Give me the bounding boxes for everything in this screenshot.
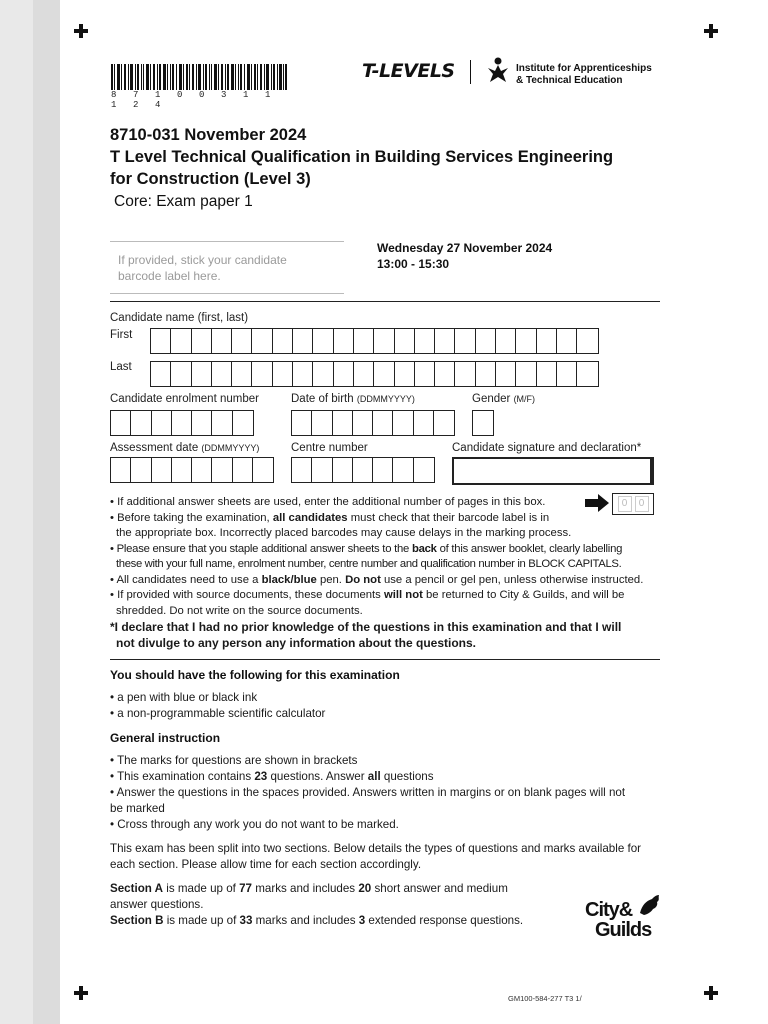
entry-cell[interactable] bbox=[292, 458, 312, 482]
entry-cell[interactable] bbox=[435, 362, 455, 386]
dob-label bbox=[291, 393, 415, 405]
assessment-date-boxes[interactable] bbox=[110, 457, 274, 483]
entry-cell[interactable] bbox=[435, 329, 455, 353]
entry-cell[interactable] bbox=[151, 329, 171, 353]
instruction-item bbox=[110, 588, 665, 604]
qualification-code: 8710-031 November 2024 bbox=[110, 126, 307, 144]
entry-cell[interactable] bbox=[557, 362, 577, 386]
entry-cell[interactable] bbox=[354, 362, 374, 386]
entry-cell[interactable] bbox=[131, 458, 151, 482]
ifate-line-1: Institute for Apprenticeships bbox=[516, 63, 652, 74]
instructions-list bbox=[110, 495, 665, 651]
instruction-text: • All candidates need to use a bbox=[110, 573, 262, 586]
sticker-instruction: If provided, stick your candidate bbox=[118, 253, 287, 267]
section-a-detail bbox=[110, 881, 580, 897]
equipment-list bbox=[110, 690, 665, 722]
entry-cell[interactable] bbox=[212, 362, 232, 386]
scan-margin bbox=[33, 0, 60, 1024]
instruction-text: of this answer booklet, clearly labelling bbox=[436, 542, 623, 555]
sticker-instruction-cont: barcode label here. bbox=[118, 269, 221, 283]
entry-cell[interactable] bbox=[172, 411, 192, 435]
instruction-emphasis: will not bbox=[383, 589, 423, 601]
entry-cell[interactable] bbox=[131, 411, 151, 435]
sections-intro-line: This exam has been split into two sections. Below details the types of questions and marks available for bbox=[110, 842, 642, 855]
entry-cell[interactable] bbox=[172, 458, 192, 482]
registration-mark bbox=[74, 24, 88, 38]
last-name-label: Last bbox=[110, 361, 132, 373]
section-text: short answer and medium bbox=[371, 882, 508, 895]
first-name-boxes[interactable] bbox=[150, 328, 599, 354]
entry-cell[interactable] bbox=[313, 362, 333, 386]
entry-cell[interactable] bbox=[111, 458, 131, 482]
entry-cell[interactable] bbox=[152, 458, 172, 482]
divider bbox=[110, 659, 660, 660]
last-name-boxes[interactable] bbox=[150, 361, 599, 387]
registration-mark bbox=[704, 986, 718, 1000]
entry-cell[interactable] bbox=[414, 458, 434, 482]
sections-intro bbox=[110, 841, 665, 873]
entry-cell[interactable] bbox=[476, 329, 496, 353]
sticker-area-bottom-line bbox=[110, 293, 344, 294]
section-b-questions: 3 bbox=[358, 914, 366, 927]
entry-cell[interactable] bbox=[354, 329, 374, 353]
entry-cell[interactable] bbox=[415, 362, 435, 386]
dob-boxes[interactable] bbox=[291, 410, 455, 436]
entry-cell[interactable] bbox=[273, 329, 293, 353]
barcode bbox=[111, 64, 287, 90]
entry-cell[interactable] bbox=[516, 362, 536, 386]
instruction-text: be returned to City & Guilds, and will be bbox=[422, 589, 625, 601]
pages-digit[interactable]: 0 bbox=[618, 496, 632, 512]
instruction-text: pen. bbox=[316, 573, 346, 586]
cg-logo-line-2: Guilds bbox=[595, 919, 652, 941]
instruction-text: • Please ensure that you staple additional answer sheets to the bbox=[110, 542, 412, 555]
entry-cell[interactable] bbox=[212, 411, 232, 435]
section-text: extended response questions. bbox=[365, 914, 524, 927]
entry-cell[interactable] bbox=[393, 411, 413, 435]
sticker-area-top-line bbox=[110, 241, 344, 242]
registration-mark bbox=[704, 24, 718, 38]
gender-label-text: Gender bbox=[472, 393, 511, 405]
instruction-item-cont: shredded. Do not write on the source documents. bbox=[116, 604, 363, 617]
entry-cell[interactable] bbox=[192, 362, 212, 386]
entry-cell[interactable] bbox=[212, 329, 232, 353]
entry-cell[interactable] bbox=[233, 458, 253, 482]
griffin-icon bbox=[636, 893, 662, 917]
entry-cell[interactable] bbox=[232, 362, 252, 386]
entry-cell[interactable] bbox=[395, 329, 415, 353]
sections-intro-line: each section. Please allow time for each section accordingly. bbox=[110, 858, 422, 871]
entry-cell[interactable] bbox=[455, 362, 475, 386]
section-a-questions: 20 bbox=[358, 882, 372, 895]
tlevels-logo: T-LEVELS bbox=[362, 60, 455, 82]
entry-cell[interactable] bbox=[537, 329, 557, 353]
entry-cell[interactable] bbox=[313, 329, 333, 353]
centre-number-boxes[interactable] bbox=[291, 457, 435, 483]
qualification-title: T Level Technical Qualification in Building Services Engineering bbox=[110, 148, 614, 166]
entry-cell[interactable] bbox=[415, 329, 435, 353]
gender-format: (M/F) bbox=[513, 394, 536, 404]
entry-cell[interactable] bbox=[252, 329, 272, 353]
equipment-heading: You should have the following for this examination bbox=[110, 668, 400, 682]
instruction-text: • Before taking the examination, bbox=[110, 511, 273, 524]
instruction-text: • If provided with source documents, these documents bbox=[110, 589, 384, 601]
entry-cell[interactable] bbox=[395, 362, 415, 386]
ifate-logo-text bbox=[516, 63, 652, 87]
instruction-item-cont: the appropriate box. Incorrectly placed barcodes may cause delays in the marking process. bbox=[116, 527, 572, 539]
general-text: questions bbox=[380, 770, 434, 783]
instruction-text: must check that their barcode label is in bbox=[347, 511, 550, 524]
entry-cell[interactable] bbox=[312, 458, 332, 482]
entry-cell[interactable] bbox=[374, 362, 394, 386]
general-instruction-list bbox=[110, 753, 665, 833]
entry-cell[interactable] bbox=[334, 362, 354, 386]
assessment-date-text: Assessment date bbox=[110, 442, 199, 454]
declaration-cont: not divulge to any person any information about the questions. bbox=[116, 636, 477, 650]
entry-cell[interactable] bbox=[516, 329, 536, 353]
entry-cell[interactable] bbox=[333, 458, 353, 482]
entry-cell[interactable] bbox=[334, 329, 354, 353]
general-text: questions. Answer bbox=[267, 770, 368, 783]
entry-cell[interactable] bbox=[455, 329, 475, 353]
entry-cell[interactable] bbox=[151, 362, 171, 386]
divider bbox=[110, 301, 660, 302]
instruction-emphasis: Do not bbox=[345, 573, 381, 586]
entry-cell[interactable] bbox=[373, 411, 393, 435]
entry-cell[interactable] bbox=[473, 411, 493, 435]
registration-mark bbox=[74, 986, 88, 1000]
paper-subtitle: Core: Exam paper 1 bbox=[114, 193, 253, 210]
instruction-item bbox=[110, 542, 665, 558]
barcode-number: 8 7 1 0 0 3 1 1 1 2 4 bbox=[111, 90, 277, 110]
assessment-date-format: (DDMMYYYY) bbox=[201, 443, 260, 453]
entry-cell[interactable] bbox=[252, 362, 272, 386]
general-item: • The marks for questions are shown in brackets bbox=[110, 754, 358, 767]
section-b-detail bbox=[110, 913, 580, 929]
general-emphasis: all bbox=[367, 770, 381, 783]
entry-cell[interactable] bbox=[273, 362, 293, 386]
title-block bbox=[110, 124, 670, 213]
entry-cell[interactable] bbox=[333, 411, 353, 435]
entry-cell[interactable] bbox=[192, 458, 212, 482]
entry-cell[interactable] bbox=[537, 362, 557, 386]
entry-cell[interactable] bbox=[171, 362, 191, 386]
equipment-item: • a non-programmable scientific calculator bbox=[110, 707, 326, 720]
first-name-label: First bbox=[110, 329, 133, 341]
entry-cell[interactable] bbox=[253, 458, 273, 482]
instruction-item bbox=[110, 573, 665, 589]
instruction-item-cont: these with your full name, enrolment number, centre number and qualification number in BLOCK CAPITALS. bbox=[116, 558, 622, 570]
entry-cell[interactable] bbox=[393, 458, 413, 482]
gender-label bbox=[472, 393, 535, 405]
entry-cell[interactable] bbox=[414, 411, 434, 435]
barcode-sticker-area[interactable] bbox=[118, 252, 287, 284]
section-text: marks and includes bbox=[252, 882, 359, 895]
enrolment-label: Candidate enrolment number bbox=[110, 393, 259, 405]
document-code: GM100-584-277 T3 1/ bbox=[508, 994, 582, 1003]
cg-logo-line-1: City& bbox=[585, 899, 633, 921]
signature-box[interactable] bbox=[452, 457, 654, 485]
entry-cell[interactable] bbox=[292, 411, 312, 435]
instruction-emphasis: back bbox=[411, 542, 437, 555]
ifate-line-2: & Technical Education bbox=[516, 75, 623, 86]
instruction-emphasis: black/blue bbox=[261, 573, 317, 586]
section-b-marks: 33 bbox=[239, 914, 253, 927]
general-item-cont: be marked bbox=[110, 802, 165, 815]
entry-cell[interactable] bbox=[312, 411, 332, 435]
section-a-label: Section A bbox=[110, 882, 164, 895]
candidate-name-label: Candidate name (first, last) bbox=[110, 312, 249, 324]
entry-cell[interactable] bbox=[476, 362, 496, 386]
section-text: is made up of bbox=[163, 914, 240, 927]
entry-cell[interactable] bbox=[496, 362, 516, 386]
logo-divider bbox=[470, 60, 471, 84]
section-text: is made up of bbox=[163, 882, 240, 895]
entry-cell[interactable] bbox=[496, 329, 516, 353]
instruction-text: use a pencil or gel pen, unless otherwise instructed. bbox=[380, 573, 644, 586]
enrolment-number-boxes[interactable] bbox=[110, 410, 254, 436]
instruction-item bbox=[110, 511, 665, 527]
instruction-emphasis: all candidates bbox=[272, 511, 348, 524]
pages-digit[interactable]: 0 bbox=[635, 496, 649, 512]
entry-cell[interactable] bbox=[353, 411, 373, 435]
entry-cell[interactable] bbox=[373, 458, 393, 482]
entry-cell[interactable] bbox=[212, 458, 232, 482]
centre-number-label: Centre number bbox=[291, 442, 368, 454]
exam-datetime bbox=[377, 240, 552, 272]
dob-format: (DDMMYYYY) bbox=[356, 394, 415, 404]
section-text: marks and includes bbox=[252, 914, 359, 927]
entry-cell[interactable] bbox=[111, 411, 131, 435]
section-a-detail-cont: answer questions. bbox=[110, 898, 204, 911]
entry-cell[interactable] bbox=[557, 329, 577, 353]
entry-cell[interactable] bbox=[152, 411, 172, 435]
general-item: • Cross through any work you do not want to be marked. bbox=[110, 818, 399, 831]
general-text: • This examination contains bbox=[110, 770, 255, 783]
section-details bbox=[110, 881, 580, 929]
exam-time: 13:00 - 15:30 bbox=[377, 257, 450, 271]
dob-label-text: Date of birth bbox=[291, 393, 354, 405]
general-instruction-heading: General instruction bbox=[110, 731, 221, 745]
assessment-date-label bbox=[110, 442, 259, 454]
entry-cell[interactable] bbox=[577, 362, 597, 386]
entry-cell[interactable] bbox=[577, 329, 597, 353]
qualification-title-cont: for Construction (Level 3) bbox=[110, 170, 311, 188]
declaration: *I declare that I had no prior knowledge of the questions in this examination and that I will bbox=[110, 620, 622, 634]
entry-cell[interactable] bbox=[192, 329, 212, 353]
general-item: • Answer the questions in the spaces provided. Answers written in margins or on blank pages will not bbox=[110, 786, 626, 799]
entry-cell[interactable] bbox=[232, 329, 252, 353]
entry-cell[interactable] bbox=[434, 411, 454, 435]
gender-box[interactable] bbox=[472, 410, 494, 436]
entry-cell[interactable] bbox=[374, 329, 394, 353]
entry-cell[interactable] bbox=[293, 362, 313, 386]
exam-date: Wednesday 27 November 2024 bbox=[377, 241, 553, 255]
general-emphasis: 23 bbox=[254, 770, 268, 783]
section-a-marks: 77 bbox=[239, 882, 252, 895]
instruction-item: • If additional answer sheets are used, enter the additional number of pages in this box. bbox=[110, 496, 546, 508]
entry-cell[interactable] bbox=[171, 329, 191, 353]
section-b-label: Section B bbox=[110, 914, 164, 927]
entry-cell[interactable] bbox=[353, 458, 373, 482]
entry-cell[interactable] bbox=[293, 329, 313, 353]
entry-cell[interactable] bbox=[192, 411, 212, 435]
signature-label: Candidate signature and declaration* bbox=[452, 442, 642, 454]
entry-cell[interactable] bbox=[233, 411, 253, 435]
equipment-item: • a pen with blue or black ink bbox=[110, 691, 258, 704]
general-item bbox=[110, 769, 665, 785]
ifate-star-icon bbox=[484, 56, 512, 84]
